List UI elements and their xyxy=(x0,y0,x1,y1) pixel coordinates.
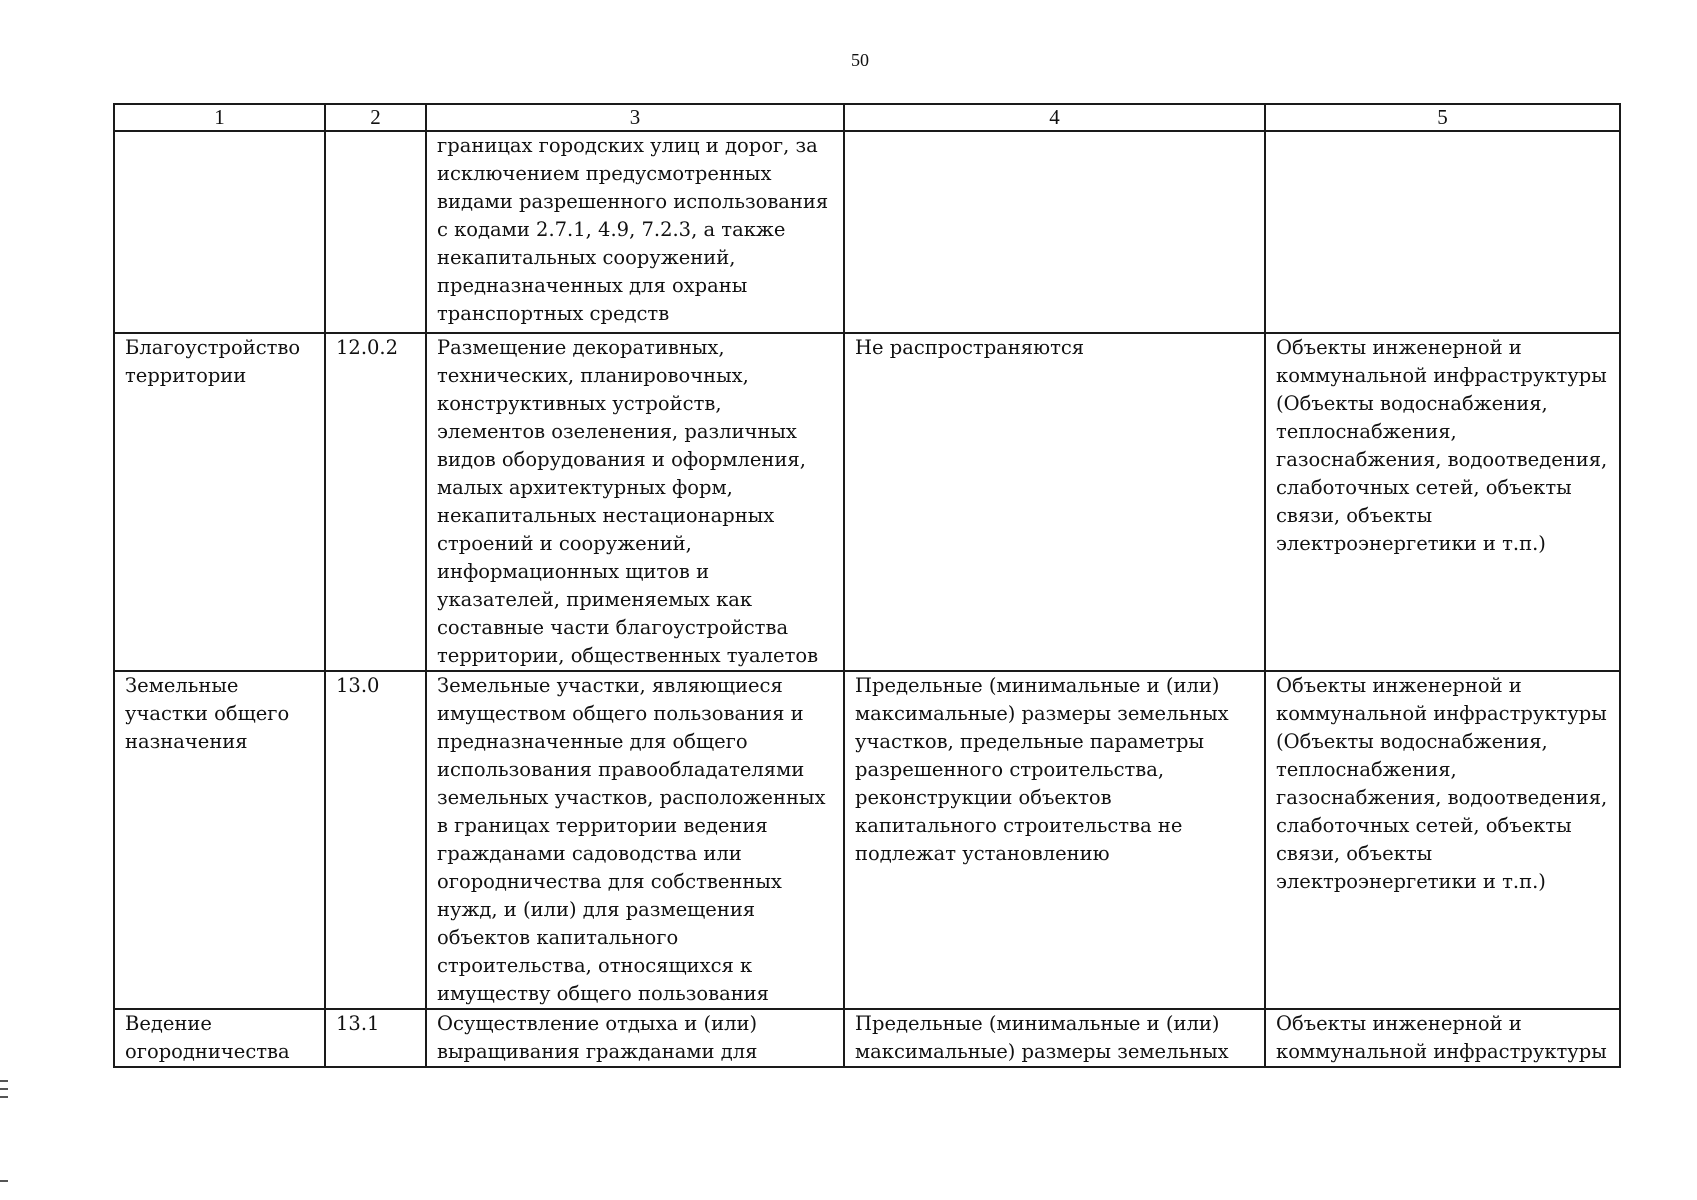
cell-text: Объекты инженерной и коммунальной инфраструктуры (Объекты водоснабжения, теплоснабжения, газоснабжения, водоотведения, слаботочных сетей, объекты связи, объекты электроэнергетики и т.п.) xyxy=(1276,674,1608,893)
cell-text: Земельные участки, являющиеся имуществом общего пользования и предназначенные для общего использования правообладателями земельных участков, расположенных в границах территории ведения гражданами садоводства или огородничества для собственных нужд, и (или) для размещения объектов капитального строительства, относящихся к имуществу общего пользования xyxy=(437,674,826,1005)
cell-description xyxy=(426,333,844,671)
table-row xyxy=(114,671,1620,1009)
cell-text: Осуществление отдыха и (или) выращивания гражданами для xyxy=(437,1012,758,1063)
cell-use-name xyxy=(114,671,325,1009)
header-col-2: 2 xyxy=(325,104,426,131)
header-col-5: 5 xyxy=(1265,104,1620,131)
cell-text: 13.0 xyxy=(336,674,380,697)
cell-description xyxy=(426,131,844,333)
margin-mark xyxy=(0,1080,8,1082)
cell-code xyxy=(325,333,426,671)
zoning-table xyxy=(113,103,1621,1068)
cell-text: Предельные (минимальные и (или) максимальные) размеры земельных участков, предельные параметры разрешенного строительства, реконструкции объектов капитального строительства не подлежат установлению xyxy=(855,674,1229,865)
cell-parameters xyxy=(844,671,1265,1009)
table-row xyxy=(114,131,1620,333)
cell-text: 13.1 xyxy=(336,1012,380,1035)
cell-code xyxy=(325,671,426,1009)
cell-text: границах городских улиц и дорог, за исключением предусмотренных видами разрешенного использования с кодами 2.7.1, 4.9, 7.2.3, а также некапитальных сооружений, предназначенных для охраны транспортных средств xyxy=(437,134,829,325)
cell-text: Объекты инженерной и коммунальной инфраструктуры xyxy=(1276,1012,1607,1063)
cell-text: Не распространяются xyxy=(855,336,1085,359)
header-col-4: 4 xyxy=(844,104,1265,131)
table-header-row xyxy=(114,104,1620,131)
cell-infrastructure xyxy=(1265,333,1620,671)
cell-use-name xyxy=(114,131,325,333)
table-row xyxy=(114,1009,1620,1067)
cell-use-name xyxy=(114,1009,325,1067)
cell-text: Объекты инженерной и коммунальной инфраструктуры (Объекты водоснабжения, теплоснабжения, газоснабжения, водоотведения, слаботочных сетей, объекты связи, объекты электроэнергетики и т.п.) xyxy=(1276,336,1608,555)
table-row xyxy=(114,333,1620,671)
cell-infrastructure xyxy=(1265,131,1620,333)
page-number: 50 xyxy=(851,50,869,70)
cell-parameters xyxy=(844,333,1265,671)
cell-infrastructure xyxy=(1265,1009,1620,1067)
cell-description xyxy=(426,671,844,1009)
header-col-3: 3 xyxy=(426,104,844,131)
cell-description xyxy=(426,1009,844,1067)
cell-use-name xyxy=(114,333,325,671)
cell-parameters xyxy=(844,131,1265,333)
cell-parameters xyxy=(844,1009,1265,1067)
margin-mark xyxy=(0,1088,8,1090)
cell-code xyxy=(325,131,426,333)
cell-text: Благоустройство территории xyxy=(125,336,301,387)
margin-mark xyxy=(0,1180,8,1182)
margin-mark xyxy=(0,1096,8,1098)
header-col-1: 1 xyxy=(114,104,325,131)
cell-code xyxy=(325,1009,426,1067)
cell-infrastructure xyxy=(1265,671,1620,1009)
cell-text: Размещение декоративных, технических, планировочных, конструктивных устройств, элементов озеленения, различных видов оборудования и оформления, малых архитектурных форм, некапитальных нестационарных строений и сооружений, информационных щитов и указателей, применяемых как составные части благоустройства территории, общественных туалетов xyxy=(437,336,819,667)
cell-text: Ведение огородничества xyxy=(125,1012,290,1063)
cell-text: Предельные (минимальные и (или) максимальные) размеры земельных xyxy=(855,1012,1229,1063)
cell-text: 12.0.2 xyxy=(336,336,399,359)
cell-text: Земельные участки общего назначения xyxy=(125,674,290,753)
